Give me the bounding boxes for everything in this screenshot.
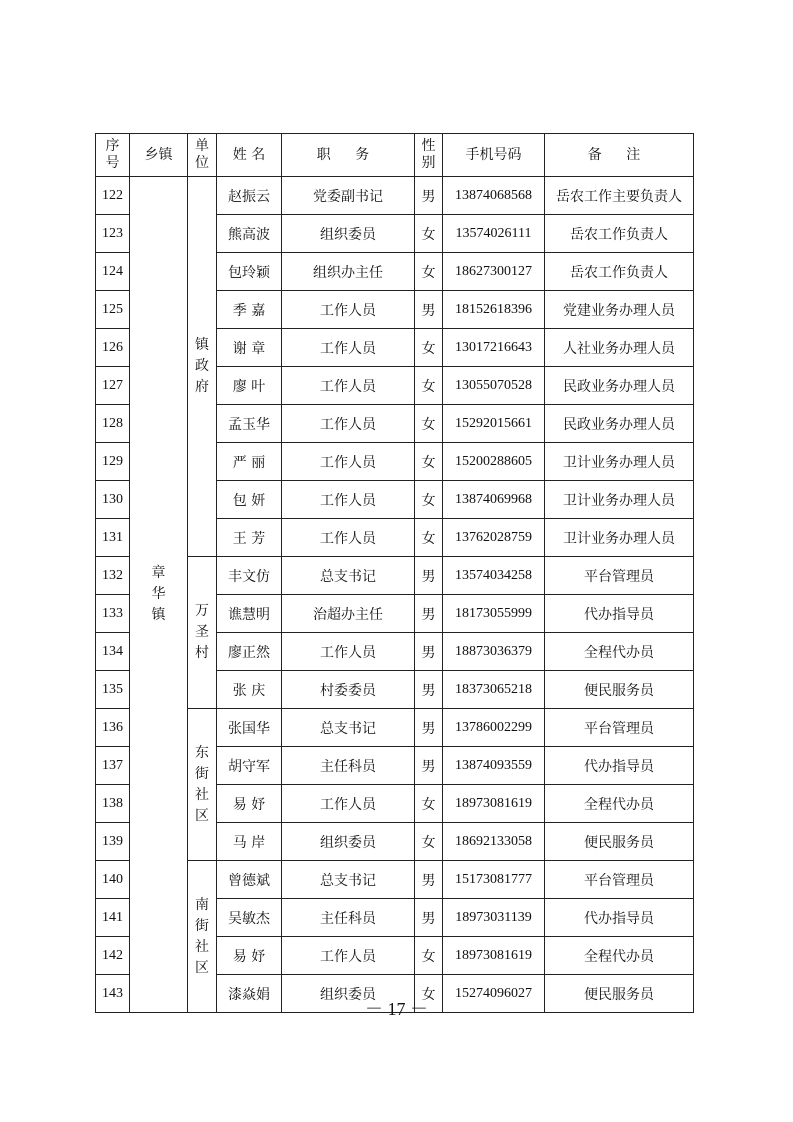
row-gender: 女 [415, 785, 443, 823]
row-note: 全程代办员 [545, 633, 694, 671]
row-role: 总支书记 [282, 557, 415, 595]
row-note: 人社业务办理人员 [545, 329, 694, 367]
row-phone: 18373065218 [443, 671, 545, 709]
row-role: 工作人员 [282, 785, 415, 823]
row-name: 易 妤 [217, 785, 282, 823]
row-seq: 123 [96, 215, 130, 253]
row-name: 包玲颖 [217, 253, 282, 291]
row-role: 工作人员 [282, 937, 415, 975]
unit-label: 镇政府 [195, 337, 209, 395]
row-seq: 138 [96, 785, 130, 823]
row-note: 便民服务员 [545, 823, 694, 861]
row-name: 丰文仿 [217, 557, 282, 595]
row-note: 民政业务办理人员 [545, 405, 694, 443]
header-name: 姓 名 [217, 134, 282, 177]
row-phone: 18973081619 [443, 785, 545, 823]
header-unit-text: 单位 [195, 138, 209, 171]
row-note: 便民服务员 [545, 671, 694, 709]
row-phone: 13874069968 [443, 481, 545, 519]
row-role: 工作人员 [282, 291, 415, 329]
row-gender: 男 [415, 671, 443, 709]
row-gender: 女 [415, 937, 443, 975]
row-seq: 132 [96, 557, 130, 595]
row-gender: 男 [415, 861, 443, 899]
row-gender: 女 [415, 823, 443, 861]
unit-label: 万圣村 [195, 603, 209, 661]
row-note: 平台管理员 [545, 709, 694, 747]
header-gender-text: 性别 [421, 138, 436, 171]
row-phone: 18973031139 [443, 899, 545, 937]
row-seq: 137 [96, 747, 130, 785]
row-seq: 135 [96, 671, 130, 709]
row-name: 曾德斌 [217, 861, 282, 899]
row-seq: 125 [96, 291, 130, 329]
row-seq: 134 [96, 633, 130, 671]
row-gender: 男 [415, 633, 443, 671]
row-phone: 18692133058 [443, 823, 545, 861]
row-name: 廖 叶 [217, 367, 282, 405]
row-seq: 124 [96, 253, 130, 291]
row-seq: 126 [96, 329, 130, 367]
row-gender: 女 [415, 367, 443, 405]
unit-cell [188, 709, 217, 861]
row-gender: 女 [415, 519, 443, 557]
row-name: 易 妤 [217, 937, 282, 975]
row-name: 包 妍 [217, 481, 282, 519]
row-role: 治超办主任 [282, 595, 415, 633]
row-seq: 128 [96, 405, 130, 443]
row-role: 工作人员 [282, 481, 415, 519]
header-gender [415, 134, 443, 177]
row-note: 平台管理员 [545, 861, 694, 899]
header-note: 备 注 [545, 134, 694, 177]
row-phone: 15292015661 [443, 405, 545, 443]
row-seq: 142 [96, 937, 130, 975]
row-note: 代办指导员 [545, 595, 694, 633]
row-phone: 18627300127 [443, 253, 545, 291]
row-role: 组织委员 [282, 975, 415, 1013]
row-role: 工作人员 [282, 633, 415, 671]
unit-label: 南街社区 [195, 896, 209, 976]
row-note: 卫计业务办理人员 [545, 519, 694, 557]
row-seq: 130 [96, 481, 130, 519]
town-cell [130, 177, 188, 1013]
row-name: 谢 章 [217, 329, 282, 367]
row-seq: 133 [96, 595, 130, 633]
row-gender: 男 [415, 899, 443, 937]
row-phone: 13762028759 [443, 519, 545, 557]
row-note: 卫计业务办理人员 [545, 481, 694, 519]
row-name: 胡守军 [217, 747, 282, 785]
row-note: 平台管理员 [545, 557, 694, 595]
row-gender: 男 [415, 177, 443, 215]
row-name: 漆焱娟 [217, 975, 282, 1013]
row-role: 总支书记 [282, 709, 415, 747]
row-role: 主任科员 [282, 747, 415, 785]
row-name: 严 丽 [217, 443, 282, 481]
row-seq: 122 [96, 177, 130, 215]
row-role: 工作人员 [282, 519, 415, 557]
header-row [96, 134, 694, 177]
row-gender: 女 [415, 253, 443, 291]
header-phone: 手机号码 [443, 134, 545, 177]
row-phone: 13055070528 [443, 367, 545, 405]
row-role: 组织办主任 [282, 253, 415, 291]
row-phone: 18873036379 [443, 633, 545, 671]
row-note: 全程代办员 [545, 785, 694, 823]
row-note: 党建业务办理人员 [545, 291, 694, 329]
row-phone: 18152618396 [443, 291, 545, 329]
unit-cell [188, 861, 217, 1013]
row-seq: 127 [96, 367, 130, 405]
row-gender: 男 [415, 557, 443, 595]
unit-cell [188, 177, 217, 557]
row-phone: 18173055999 [443, 595, 545, 633]
row-gender: 女 [415, 443, 443, 481]
row-phone: 18973081619 [443, 937, 545, 975]
row-name: 谯慧明 [217, 595, 282, 633]
row-gender: 女 [415, 329, 443, 367]
row-seq: 140 [96, 861, 130, 899]
row-name: 赵振云 [217, 177, 282, 215]
row-note: 代办指导员 [545, 899, 694, 937]
row-note: 岳农工作主要负责人 [545, 177, 694, 215]
row-note: 岳农工作负责人 [545, 215, 694, 253]
row-phone: 13574034258 [443, 557, 545, 595]
roster-body [96, 177, 694, 1013]
row-gender: 女 [415, 215, 443, 253]
row-seq: 141 [96, 899, 130, 937]
header-role: 职 务 [282, 134, 415, 177]
row-gender: 女 [415, 405, 443, 443]
unit-cell [188, 557, 217, 709]
row-gender: 女 [415, 481, 443, 519]
header-seq-text: 序号 [105, 138, 120, 171]
row-role: 主任科员 [282, 899, 415, 937]
town-label: 章华镇 [151, 565, 166, 623]
row-name: 马 岸 [217, 823, 282, 861]
row-role: 组织委员 [282, 215, 415, 253]
row-name: 张 庆 [217, 671, 282, 709]
row-name: 张国华 [217, 709, 282, 747]
header-town: 乡镇 [130, 134, 188, 177]
header-seq [96, 134, 130, 177]
row-seq: 131 [96, 519, 130, 557]
row-seq: 129 [96, 443, 130, 481]
row-seq: 139 [96, 823, 130, 861]
row-phone: 13574026111 [443, 215, 545, 253]
header-unit [188, 134, 217, 177]
row-role: 村委委员 [282, 671, 415, 709]
row-gender: 男 [415, 747, 443, 785]
row-phone: 15173081777 [443, 861, 545, 899]
row-role: 党委副书记 [282, 177, 415, 215]
row-name: 熊高波 [217, 215, 282, 253]
row-role: 工作人员 [282, 329, 415, 367]
row-seq: 143 [96, 975, 130, 1013]
row-name: 廖正然 [217, 633, 282, 671]
row-name: 季 嘉 [217, 291, 282, 329]
row-gender: 男 [415, 709, 443, 747]
row-note: 便民服务员 [545, 975, 694, 1013]
row-role: 总支书记 [282, 861, 415, 899]
row-name: 王 芳 [217, 519, 282, 557]
row-name: 孟玉华 [217, 405, 282, 443]
row-role: 工作人员 [282, 367, 415, 405]
row-gender: 男 [415, 291, 443, 329]
page-number: － 17 － [365, 999, 428, 1019]
row-seq: 136 [96, 709, 130, 747]
row-gender: 男 [415, 595, 443, 633]
table-row [96, 177, 694, 215]
row-gender: 女 [415, 975, 443, 1013]
row-note: 卫计业务办理人员 [545, 443, 694, 481]
row-phone: 15274096027 [443, 975, 545, 1013]
row-note: 全程代办员 [545, 937, 694, 975]
row-role: 工作人员 [282, 443, 415, 481]
row-phone: 13017216643 [443, 329, 545, 367]
row-note: 岳农工作负责人 [545, 253, 694, 291]
row-role: 工作人员 [282, 405, 415, 443]
row-note: 代办指导员 [545, 747, 694, 785]
row-phone: 15200288605 [443, 443, 545, 481]
row-phone: 13874068568 [443, 177, 545, 215]
row-note: 民政业务办理人员 [545, 367, 694, 405]
row-phone: 13786002299 [443, 709, 545, 747]
row-role: 组织委员 [282, 823, 415, 861]
unit-label: 东街社区 [195, 744, 209, 824]
staff-roster-table [95, 133, 694, 1013]
row-name: 吴敏杰 [217, 899, 282, 937]
row-phone: 13874093559 [443, 747, 545, 785]
